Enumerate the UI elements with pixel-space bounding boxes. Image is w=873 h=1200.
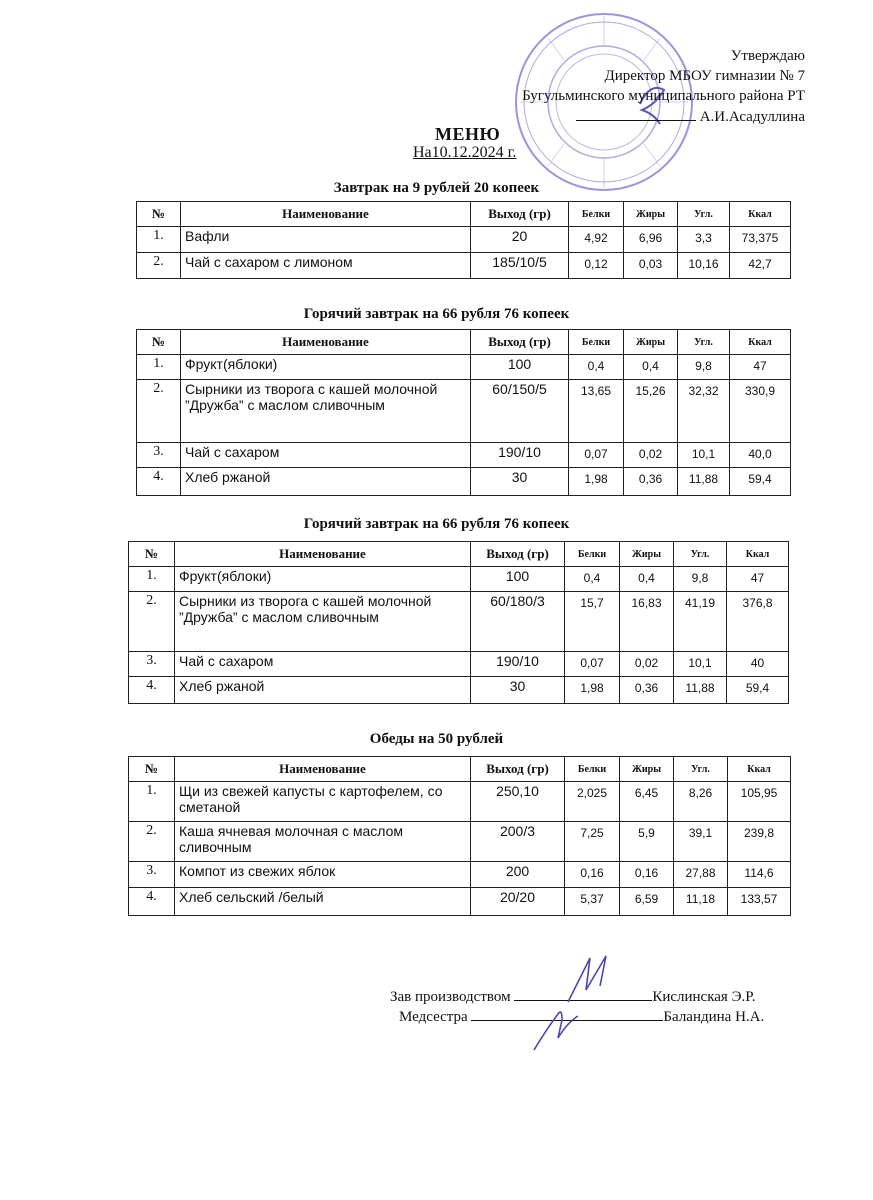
dish-output: 20/20: [471, 888, 565, 916]
protein-value: 0,07: [565, 652, 620, 677]
dish-output: 185/10/5: [471, 253, 569, 279]
carbs-value: 9,8: [678, 355, 730, 380]
column-header: Жиры: [624, 202, 678, 227]
approval-organization: Бугульминского муниципального района РТ: [522, 88, 805, 104]
dish-name: Фрукт(яблоки): [181, 355, 471, 380]
row-number: 4.: [137, 468, 181, 496]
column-header: Жиры: [624, 330, 678, 355]
table-row: [129, 592, 789, 652]
nurse-signature: [399, 1006, 764, 1027]
kcal-value: 59,4: [727, 677, 789, 704]
kcal-value: 105,95: [728, 782, 791, 822]
table-header-row: [129, 757, 791, 782]
kcal-value: 114,6: [728, 862, 791, 888]
protein-value: 0,07: [569, 443, 624, 468]
dish-output: 190/10: [471, 652, 565, 677]
approval-position: Директор МБОУ гимназии № 7: [604, 68, 805, 84]
carbs-value: 3,3: [678, 227, 730, 253]
page-title: МЕНЮ: [435, 124, 501, 144]
dish-name: Сырники из творога с кашей молочной ”Дружба” с маслом сливочным: [175, 592, 471, 652]
kcal-value: 59,4: [730, 468, 791, 496]
kcal-value: 239,8: [728, 822, 791, 862]
section-title: Горячий завтрак на 66 рубля 76 копеек: [303, 306, 570, 322]
protein-value: 4,92: [569, 227, 624, 253]
column-header: №: [129, 542, 175, 567]
table-row: [129, 567, 789, 592]
kcal-value: 40: [727, 652, 789, 677]
column-header: Белки: [565, 542, 620, 567]
row-number: 2.: [129, 822, 175, 862]
dish-name: Каша ячневая молочная с маслом сливочным: [175, 822, 471, 862]
carbs-value: 27,88: [674, 862, 728, 888]
row-number: 2.: [137, 380, 181, 443]
kcal-value: 133,57: [728, 888, 791, 916]
dish-output: 60/180/3: [471, 592, 565, 652]
column-header: Белки: [565, 757, 620, 782]
protein-value: 5,37: [565, 888, 620, 916]
signature-name: Кислинская Э.Р.: [652, 989, 756, 1005]
row-number: 4.: [129, 888, 175, 916]
row-number: 1.: [129, 782, 175, 822]
table-row: [137, 443, 791, 468]
carbs-value: 10,1: [678, 443, 730, 468]
table-row: [129, 888, 791, 916]
column-header: Ккал: [730, 330, 791, 355]
fat-value: 0,16: [620, 862, 674, 888]
carbs-value: 8,26: [674, 782, 728, 822]
carbs-value: 10,16: [678, 253, 730, 279]
approval-signer-row: [522, 106, 805, 127]
table-row: [129, 652, 789, 677]
column-header: Ккал: [730, 202, 791, 227]
dish-name: Сырники из творога с кашей молочной ”Дружба” с маслом сливочным: [181, 380, 471, 443]
table-row: [129, 822, 791, 862]
menu-table: [136, 201, 791, 279]
table-row: [129, 782, 791, 822]
fat-value: 5,9: [620, 822, 674, 862]
dish-name: Хлеб ржаной: [175, 677, 471, 704]
row-number: 1.: [137, 227, 181, 253]
menu-date: На10.12.2024 г.: [413, 144, 517, 161]
kcal-value: 47: [727, 567, 789, 592]
row-number: 3.: [129, 652, 175, 677]
row-number: 2.: [129, 592, 175, 652]
kcal-value: 40,0: [730, 443, 791, 468]
column-header: Белки: [569, 202, 624, 227]
column-header: Выход (гр): [471, 202, 569, 227]
protein-value: 2,025: [565, 782, 620, 822]
section-title: Завтрак на 9 рублей 20 копеек: [333, 180, 540, 196]
row-number: 4.: [129, 677, 175, 704]
column-header: Выход (гр): [471, 330, 569, 355]
row-number: 1.: [137, 355, 181, 380]
approval-block: [522, 46, 805, 127]
carbs-value: 41,19: [674, 592, 727, 652]
column-header: Угл.: [674, 757, 728, 782]
column-header: Ккал: [727, 542, 789, 567]
column-header: Угл.: [678, 202, 730, 227]
signature-role: Медсестра: [399, 1009, 468, 1025]
column-header: Наименование: [175, 542, 471, 567]
column-header: Выход (гр): [471, 542, 565, 567]
dish-name: Компот из свежих яблок: [175, 862, 471, 888]
dish-name: Щи из свежей капусты с картофелем, со сметаной: [175, 782, 471, 822]
fat-value: 0,03: [624, 253, 678, 279]
production-manager-signature: [390, 986, 755, 1007]
fat-value: 15,26: [624, 380, 678, 443]
dish-output: 100: [471, 355, 569, 380]
dish-output: 100: [471, 567, 565, 592]
dish-output: 60/150/5: [471, 380, 569, 443]
row-number: 1.: [129, 567, 175, 592]
column-header: Белки: [569, 330, 624, 355]
signature-line: [471, 1006, 663, 1021]
protein-value: 7,25: [565, 822, 620, 862]
carbs-value: 9,8: [674, 567, 727, 592]
column-header: Жиры: [620, 757, 674, 782]
dish-name: Чай с сахаром: [175, 652, 471, 677]
signature-line: [514, 986, 652, 1001]
kcal-value: 47: [730, 355, 791, 380]
dish-name: Хлеб ржаной: [181, 468, 471, 496]
protein-value: 1,98: [569, 468, 624, 496]
protein-value: 0,16: [565, 862, 620, 888]
fat-value: 6,59: [620, 888, 674, 916]
dish-output: 200/3: [471, 822, 565, 862]
dish-name: Фрукт(яблоки): [175, 567, 471, 592]
table-row: [137, 227, 791, 253]
dish-name: Хлеб сельский /белый: [175, 888, 471, 916]
column-header: №: [129, 757, 175, 782]
dish-output: 190/10: [471, 443, 569, 468]
fat-value: 6,45: [620, 782, 674, 822]
carbs-value: 11,88: [674, 677, 727, 704]
kcal-value: 42,7: [730, 253, 791, 279]
table-row: [137, 253, 791, 279]
column-header: Угл.: [678, 330, 730, 355]
signature-name: Баландина Н.А.: [663, 1009, 765, 1025]
column-header: Жиры: [620, 542, 674, 567]
menu-table: [136, 329, 791, 496]
dish-name: Чай с сахаром с лимоном: [181, 253, 471, 279]
dish-output: 20: [471, 227, 569, 253]
table-row: [137, 380, 791, 443]
table-row: [129, 677, 789, 704]
dish-name: Вафли: [181, 227, 471, 253]
row-number: 2.: [137, 253, 181, 279]
approval-heading: Утверждаю: [730, 48, 805, 64]
table-header-row: [129, 542, 789, 567]
fat-value: 0,4: [620, 567, 674, 592]
fat-value: 0,36: [624, 468, 678, 496]
column-header: Наименование: [175, 757, 471, 782]
column-header: Угл.: [674, 542, 727, 567]
table-row: [137, 468, 791, 496]
column-header: Ккал: [728, 757, 791, 782]
carbs-value: 11,88: [678, 468, 730, 496]
row-number: 3.: [129, 862, 175, 888]
row-number: 3.: [137, 443, 181, 468]
signature-line: [576, 106, 696, 121]
column-header: Выход (гр): [471, 757, 565, 782]
column-header: Наименование: [181, 330, 471, 355]
column-header: №: [137, 330, 181, 355]
column-header: №: [137, 202, 181, 227]
carbs-value: 10,1: [674, 652, 727, 677]
protein-value: 1,98: [565, 677, 620, 704]
menu-table: [128, 541, 789, 704]
table-row: [137, 355, 791, 380]
protein-value: 0,4: [565, 567, 620, 592]
table-header-row: [137, 330, 791, 355]
protein-value: 15,7: [565, 592, 620, 652]
protein-value: 0,12: [569, 253, 624, 279]
protein-value: 0,4: [569, 355, 624, 380]
dish-output: 30: [471, 677, 565, 704]
protein-value: 13,65: [569, 380, 624, 443]
carbs-value: 39,1: [674, 822, 728, 862]
fat-value: 0,36: [620, 677, 674, 704]
kcal-value: 330,9: [730, 380, 791, 443]
fat-value: 0,4: [624, 355, 678, 380]
fat-value: 16,83: [620, 592, 674, 652]
fat-value: 6,96: [624, 227, 678, 253]
table-header-row: [137, 202, 791, 227]
dish-output: 30: [471, 468, 569, 496]
dish-output: 250,10: [471, 782, 565, 822]
signature-role: Зав производством: [390, 989, 511, 1005]
table-row: [129, 862, 791, 888]
kcal-value: 73,375: [730, 227, 791, 253]
section-title: Горячий завтрак на 66 рубля 76 копеек: [303, 516, 570, 532]
approval-signer: А.И.Асадуллина: [699, 109, 805, 125]
fat-value: 0,02: [620, 652, 674, 677]
fat-value: 0,02: [624, 443, 678, 468]
dish-output: 200: [471, 862, 565, 888]
carbs-value: 32,32: [678, 380, 730, 443]
section-title: Обеды на 50 рублей: [369, 731, 504, 747]
menu-table: [128, 756, 791, 916]
dish-name: Чай с сахаром: [181, 443, 471, 468]
carbs-value: 11,18: [674, 888, 728, 916]
kcal-value: 376,8: [727, 592, 789, 652]
column-header: Наименование: [181, 202, 471, 227]
